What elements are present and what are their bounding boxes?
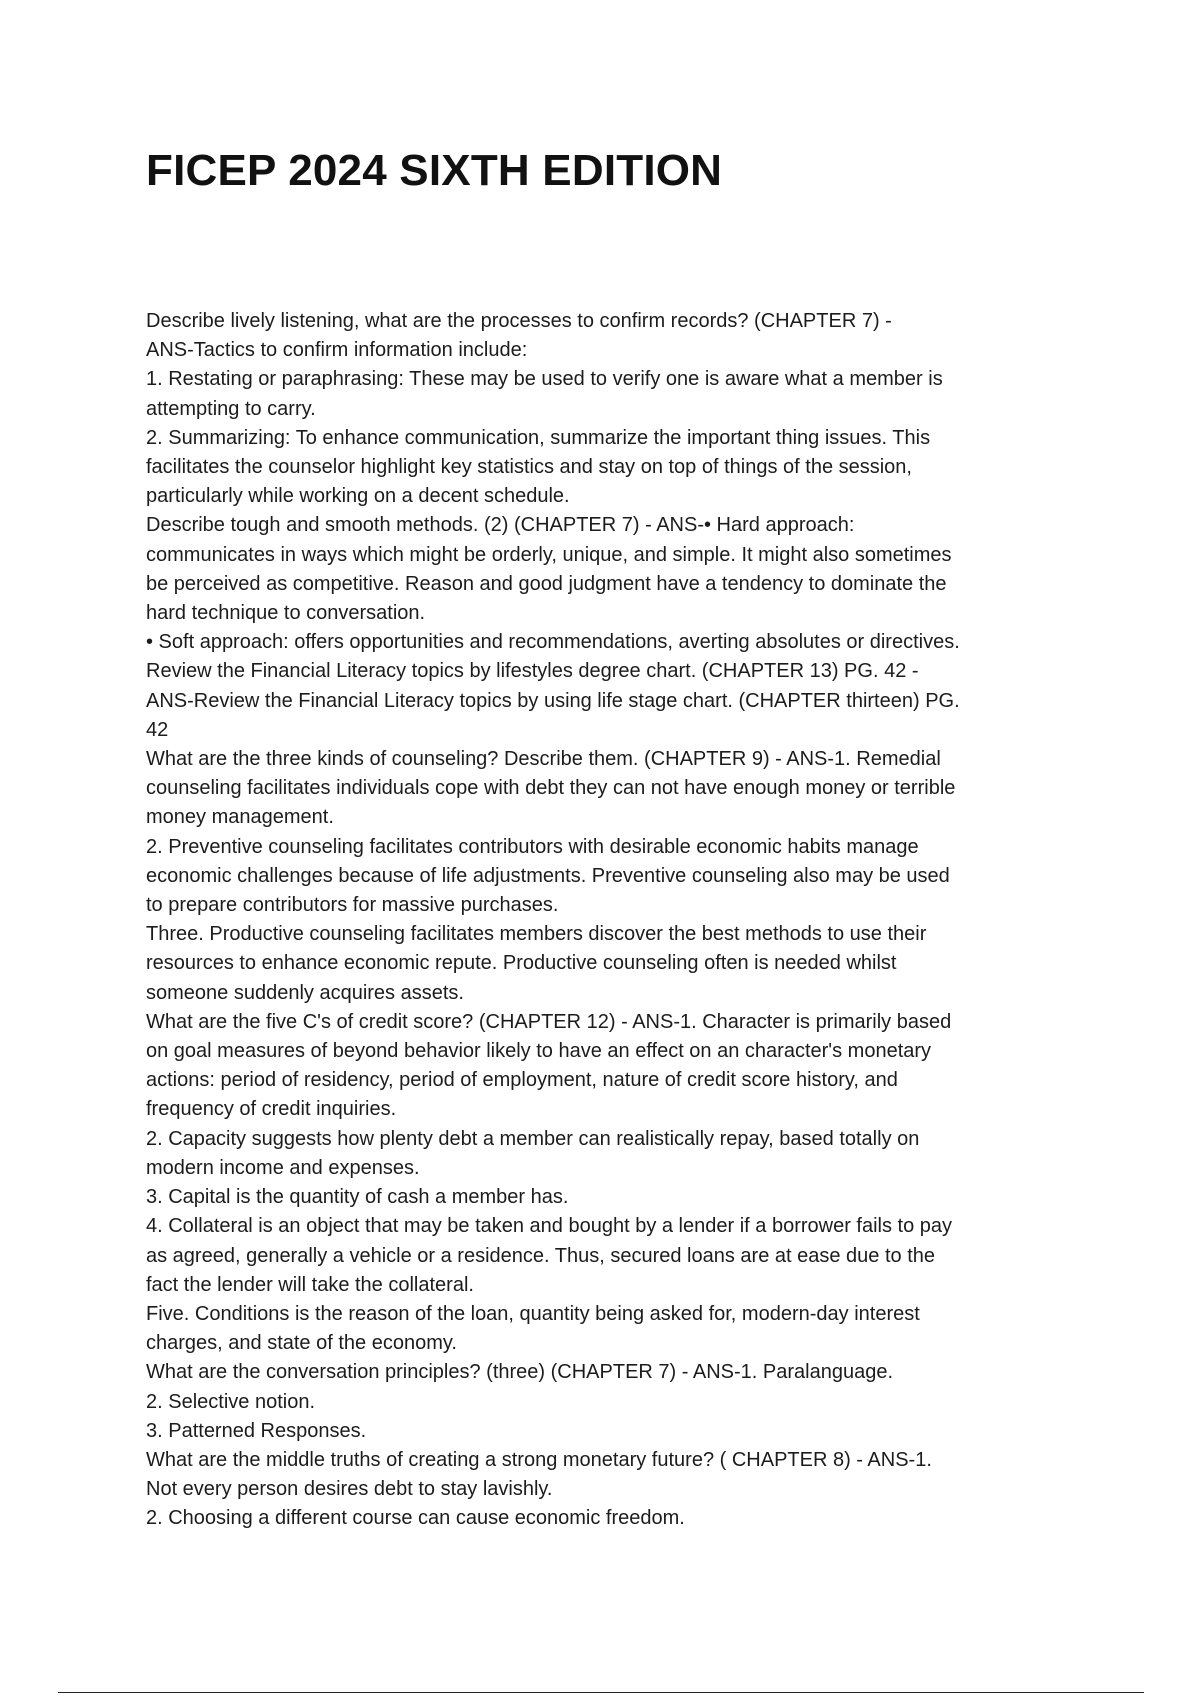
body-line: 42 bbox=[146, 718, 169, 741]
body-line: 2. Summarizing: To enhance communication, summarize the important thing issues. This bbox=[146, 426, 931, 449]
body-line: resources to enhance economic repute. Productive counseling often is needed whilst bbox=[146, 952, 897, 975]
body-line: charges, and state of the economy. bbox=[146, 1332, 457, 1355]
document-title: FICEP 2024 SIXTH EDITION bbox=[146, 146, 723, 195]
body-line: 4. Collateral is an object that may be taken and bought by a lender if a borrower fails to pay bbox=[146, 1215, 953, 1238]
body-line: Three. Productive counseling facilitates members discover the best methods to use their bbox=[146, 923, 927, 946]
body-line: to prepare contributors for massive purchases. bbox=[146, 894, 559, 917]
body-line: particularly while working on a decent schedule. bbox=[146, 485, 570, 508]
body-line: ANS-Tactics to confirm information include: bbox=[146, 339, 528, 362]
body-line: someone suddenly acquires assets. bbox=[146, 981, 464, 1004]
body-line: actions: period of residency, period of employment, nature of credit score history, and bbox=[146, 1069, 898, 1092]
body-line: 2. Preventive counseling facilitates contributors with desirable economic habits manage bbox=[146, 835, 919, 858]
body-line: What are the middle truths of creating a strong monetary future? ( CHAPTER 8) - ANS-1. bbox=[146, 1448, 932, 1471]
body-line: • Soft approach: offers opportunities and recommendations, averting absolutes or directives. bbox=[146, 631, 960, 654]
body-line: modern income and expenses. bbox=[146, 1156, 420, 1179]
body-line: Review the Financial Literacy topics by lifestyles degree chart. (CHAPTER 13) PG. 42 - bbox=[146, 660, 919, 683]
body-line: Not every person desires debt to stay lavishly. bbox=[146, 1478, 553, 1501]
document-body bbox=[146, 307, 1058, 1534]
footer-divider bbox=[58, 1692, 1144, 1693]
body-line: attempting to carry. bbox=[146, 397, 316, 420]
body-line: What are the five C's of credit score? (CHAPTER 12) - ANS-1. Character is primarily based bbox=[146, 1010, 952, 1033]
body-line: What are the three kinds of counseling? Describe them. (CHAPTER 9) - ANS-1. Remedial bbox=[146, 748, 941, 771]
body-line: 2. Choosing a different course can cause economic freedom. bbox=[146, 1507, 685, 1530]
body-line: on goal measures of beyond behavior likely to have an effect on an character's monetary bbox=[146, 1040, 932, 1063]
body-line: economic challenges because of life adjustments. Preventive counseling also may be used bbox=[146, 864, 950, 887]
body-line: counseling facilitates individuals cope with debt they can not have enough money or terrible bbox=[146, 777, 956, 800]
body-line: Describe lively listening, what are the processes to confirm records? (CHAPTER 7) - bbox=[146, 310, 892, 332]
body-line: 2. Selective notion. bbox=[146, 1390, 315, 1413]
body-line: as agreed, generally a vehicle or a residence. Thus, secured loans are at ease due to the bbox=[146, 1244, 936, 1267]
body-line: Five. Conditions is the reason of the loan, quantity being asked for, modern-day interest bbox=[146, 1302, 920, 1325]
body-line: fact the lender will take the collateral. bbox=[146, 1273, 474, 1296]
body-line: communicates in ways which might be orderly, unique, and simple. It might also sometimes bbox=[146, 543, 952, 566]
body-line: money management. bbox=[146, 806, 334, 829]
body-line: 3. Patterned Responses. bbox=[146, 1419, 367, 1442]
body-line: 3. Capital is the quantity of cash a member has. bbox=[146, 1186, 569, 1209]
body-line: Describe tough and smooth methods. (2) (CHAPTER 7) - ANS-• Hard approach: bbox=[146, 514, 855, 537]
body-line: hard technique to conversation. bbox=[146, 602, 426, 625]
body-line: What are the conversation principles? (three) (CHAPTER 7) - ANS-1. Paralanguage. bbox=[146, 1361, 894, 1384]
body-line: 1. Restating or paraphrasing: These may be used to verify one is aware what a member is bbox=[146, 368, 943, 391]
body-line: ANS-Review the Financial Literacy topics by using life stage chart. (CHAPTER thirteen) PG. bbox=[146, 689, 960, 712]
body-line: frequency of credit inquiries. bbox=[146, 1098, 397, 1121]
body-line: be perceived as competitive. Reason and good judgment have a tendency to dominate the bbox=[146, 572, 947, 595]
body-line: 2. Capacity suggests how plenty debt a member can realistically repay, based totally on bbox=[146, 1127, 920, 1150]
body-line: facilitates the counselor highlight key statistics and stay on top of things of the session, bbox=[146, 456, 912, 479]
